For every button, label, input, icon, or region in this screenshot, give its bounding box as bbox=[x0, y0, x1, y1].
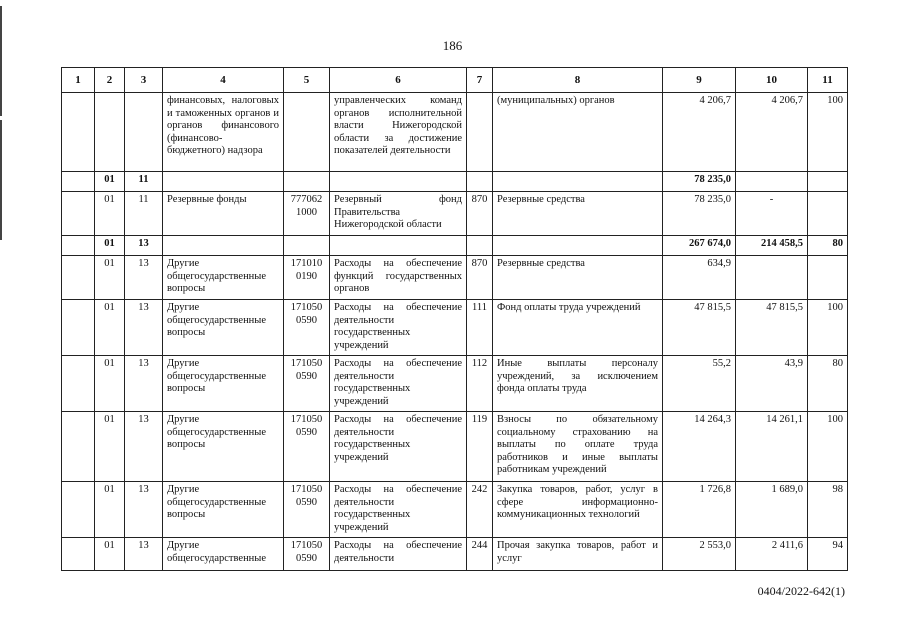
cell-section-name: Другие общегосударственные вопросы bbox=[163, 256, 284, 300]
cell-percent bbox=[808, 192, 848, 236]
cell-target-name: Расходы на обеспечение функций государственных органов bbox=[330, 256, 467, 300]
cell-percent: 80 bbox=[808, 236, 848, 256]
cell-section: 01 bbox=[95, 172, 125, 192]
cell-percent: 100 bbox=[808, 300, 848, 356]
cell-planned-amount: 267 674,0 bbox=[663, 236, 736, 256]
cell-target-name: Расходы на обеспечение деятельности bbox=[330, 538, 467, 571]
cell-subsection: 13 bbox=[125, 300, 163, 356]
cell-expense-type: 111 bbox=[467, 300, 493, 356]
cell-actual-amount: 14 261,1 bbox=[736, 412, 808, 482]
cell-target-name: Расходы на обеспечение деятельности государственных учреждений bbox=[330, 482, 467, 538]
cell-col-1 bbox=[62, 356, 95, 412]
left-edge-mark bbox=[0, 6, 2, 116]
cell-subsection: 13 bbox=[125, 412, 163, 482]
cell-target-name bbox=[330, 172, 467, 192]
cell-actual-amount: 43,9 bbox=[736, 356, 808, 412]
cell-section-name bbox=[163, 236, 284, 256]
table-row-subtotal bbox=[62, 236, 848, 256]
cell-section-name: финансовых, налоговых и таможенных органов и органов финансового (финансово-бюджетного) надзора bbox=[163, 93, 284, 172]
cell-target-name: Расходы на обеспечение деятельности государственных учреждений bbox=[330, 412, 467, 482]
cell-expense-type bbox=[467, 236, 493, 256]
cell-percent: 98 bbox=[808, 482, 848, 538]
cell-actual-amount: 214 458,5 bbox=[736, 236, 808, 256]
table-row bbox=[62, 300, 848, 356]
cell-target-code: 171050 0590 bbox=[284, 356, 330, 412]
left-edge-mark bbox=[0, 120, 2, 240]
cell-expense-name: Резервные средства bbox=[493, 192, 663, 236]
cell-target-name: Расходы на обеспечение деятельности государственных учреждений bbox=[330, 356, 467, 412]
cell-section: 01 bbox=[95, 236, 125, 256]
cell-section-name: Резервные фонды bbox=[163, 192, 284, 236]
table-row bbox=[62, 412, 848, 482]
column-header: 7 bbox=[467, 68, 493, 93]
cell-expense-type: 244 bbox=[467, 538, 493, 571]
cell-target-code: 171010 0190 bbox=[284, 256, 330, 300]
cell-planned-amount: 55,2 bbox=[663, 356, 736, 412]
cell-expense-name: (муниципальных) органов bbox=[493, 93, 663, 172]
cell-subsection: 13 bbox=[125, 356, 163, 412]
cell-percent: 100 bbox=[808, 412, 848, 482]
cell-planned-amount: 634,9 bbox=[663, 256, 736, 300]
document-code: 0404/2022-642(1) bbox=[757, 584, 845, 598]
table-row bbox=[62, 192, 848, 236]
column-header: 3 bbox=[125, 68, 163, 93]
cell-section-name: Другие общегосударственные вопросы bbox=[163, 482, 284, 538]
cell-expense-name bbox=[493, 172, 663, 192]
cell-percent: 94 bbox=[808, 538, 848, 571]
cell-percent bbox=[808, 256, 848, 300]
cell-expense-name: Взносы по обязательному социальному страхованию на выплаты по оплате труда работников и иные выплаты работникам учреждений bbox=[493, 412, 663, 482]
cell-target-code bbox=[284, 172, 330, 192]
cell-section-name bbox=[163, 172, 284, 192]
cell-section-name: Другие общегосударственные вопросы bbox=[163, 300, 284, 356]
cell-target-code: 171050 0590 bbox=[284, 300, 330, 356]
cell-planned-amount: 2 553,0 bbox=[663, 538, 736, 571]
cell-planned-amount: 78 235,0 bbox=[663, 172, 736, 192]
cell-actual-amount: 47 815,5 bbox=[736, 300, 808, 356]
cell-expense-name: Иные выплаты персоналу учреждений, за исключением фонда оплаты труда bbox=[493, 356, 663, 412]
cell-actual-amount bbox=[736, 172, 808, 192]
column-header: 5 bbox=[284, 68, 330, 93]
cell-target-code: 171050 0590 bbox=[284, 538, 330, 571]
table-row bbox=[62, 482, 848, 538]
cell-actual-amount: 4 206,7 bbox=[736, 93, 808, 172]
cell-target-name: Расходы на обеспечение деятельности государственных учреждений bbox=[330, 300, 467, 356]
cell-col-1 bbox=[62, 482, 95, 538]
cell-actual-amount bbox=[736, 256, 808, 300]
cell-expense-type: 112 bbox=[467, 356, 493, 412]
column-header: 6 bbox=[330, 68, 467, 93]
cell-target-code bbox=[284, 236, 330, 256]
cell-target-code bbox=[284, 93, 330, 172]
cell-percent bbox=[808, 172, 848, 192]
cell-section: 01 bbox=[95, 412, 125, 482]
cell-target-name: Резервный фонд Правительства Нижегородской области bbox=[330, 192, 467, 236]
column-header: 9 bbox=[663, 68, 736, 93]
cell-subsection: 11 bbox=[125, 172, 163, 192]
cell-target-name bbox=[330, 236, 467, 256]
cell-expense-type: 870 bbox=[467, 256, 493, 300]
cell-expense-name: Прочая закупка товаров, работ и услуг bbox=[493, 538, 663, 571]
cell-section-name: Другие общегосударственные bbox=[163, 538, 284, 571]
cell-subsection: 13 bbox=[125, 256, 163, 300]
cell-planned-amount: 78 235,0 bbox=[663, 192, 736, 236]
page-number: 186 bbox=[442, 38, 463, 53]
cell-planned-amount: 14 264,3 bbox=[663, 412, 736, 482]
column-header: 11 bbox=[808, 68, 848, 93]
cell-section: 01 bbox=[95, 538, 125, 571]
cell-expense-name: Резервные средства bbox=[493, 256, 663, 300]
cell-subsection: 13 bbox=[125, 538, 163, 571]
cell-target-name: управленческих команд органов исполнительной власти Нижегородской области за достижение показателей деятельности bbox=[330, 93, 467, 172]
cell-section-name: Другие общегосударственные вопросы bbox=[163, 412, 284, 482]
cell-target-code: 777062 1000 bbox=[284, 192, 330, 236]
table-row-subtotal bbox=[62, 172, 848, 192]
column-header: 1 bbox=[62, 68, 95, 93]
cell-section: 01 bbox=[95, 300, 125, 356]
cell-col-1 bbox=[62, 538, 95, 571]
budget-table bbox=[61, 67, 848, 571]
cell-actual-amount: - bbox=[736, 192, 808, 236]
cell-section: 01 bbox=[95, 482, 125, 538]
cell-expense-name bbox=[493, 236, 663, 256]
column-header: 10 bbox=[736, 68, 808, 93]
table-row bbox=[62, 256, 848, 300]
cell-col-1 bbox=[62, 93, 95, 172]
cell-planned-amount: 4 206,7 bbox=[663, 93, 736, 172]
cell-section-name: Другие общегосударственные вопросы bbox=[163, 356, 284, 412]
table-header-row bbox=[62, 68, 848, 93]
table-row bbox=[62, 356, 848, 412]
cell-subsection: 13 bbox=[125, 236, 163, 256]
cell-col-1 bbox=[62, 300, 95, 356]
table-row bbox=[62, 93, 848, 172]
cell-planned-amount: 47 815,5 bbox=[663, 300, 736, 356]
cell-section: 01 bbox=[95, 256, 125, 300]
cell-subsection bbox=[125, 93, 163, 172]
cell-section: 01 bbox=[95, 356, 125, 412]
cell-actual-amount: 2 411,6 bbox=[736, 538, 808, 571]
column-header: 8 bbox=[493, 68, 663, 93]
cell-expense-name: Фонд оплаты труда учреждений bbox=[493, 300, 663, 356]
cell-col-1 bbox=[62, 412, 95, 482]
cell-expense-type: 870 bbox=[467, 192, 493, 236]
cell-col-1 bbox=[62, 192, 95, 236]
cell-col-1 bbox=[62, 236, 95, 256]
cell-actual-amount: 1 689,0 bbox=[736, 482, 808, 538]
cell-target-code: 171050 0590 bbox=[284, 482, 330, 538]
cell-percent: 100 bbox=[808, 93, 848, 172]
cell-expense-type bbox=[467, 172, 493, 192]
cell-planned-amount: 1 726,8 bbox=[663, 482, 736, 538]
cell-section: 01 bbox=[95, 192, 125, 236]
cell-subsection: 13 bbox=[125, 482, 163, 538]
cell-subsection: 11 bbox=[125, 192, 163, 236]
cell-col-1 bbox=[62, 256, 95, 300]
table-row bbox=[62, 538, 848, 571]
cell-section bbox=[95, 93, 125, 172]
column-header: 4 bbox=[163, 68, 284, 93]
cell-percent: 80 bbox=[808, 356, 848, 412]
cell-expense-type: 242 bbox=[467, 482, 493, 538]
column-header: 2 bbox=[95, 68, 125, 93]
cell-expense-name: Закупка товаров, работ, услуг в сфере информационно-коммуникационных технологий bbox=[493, 482, 663, 538]
cell-expense-type: 119 bbox=[467, 412, 493, 482]
cell-expense-type bbox=[467, 93, 493, 172]
cell-col-1 bbox=[62, 172, 95, 192]
cell-target-code: 171050 0590 bbox=[284, 412, 330, 482]
